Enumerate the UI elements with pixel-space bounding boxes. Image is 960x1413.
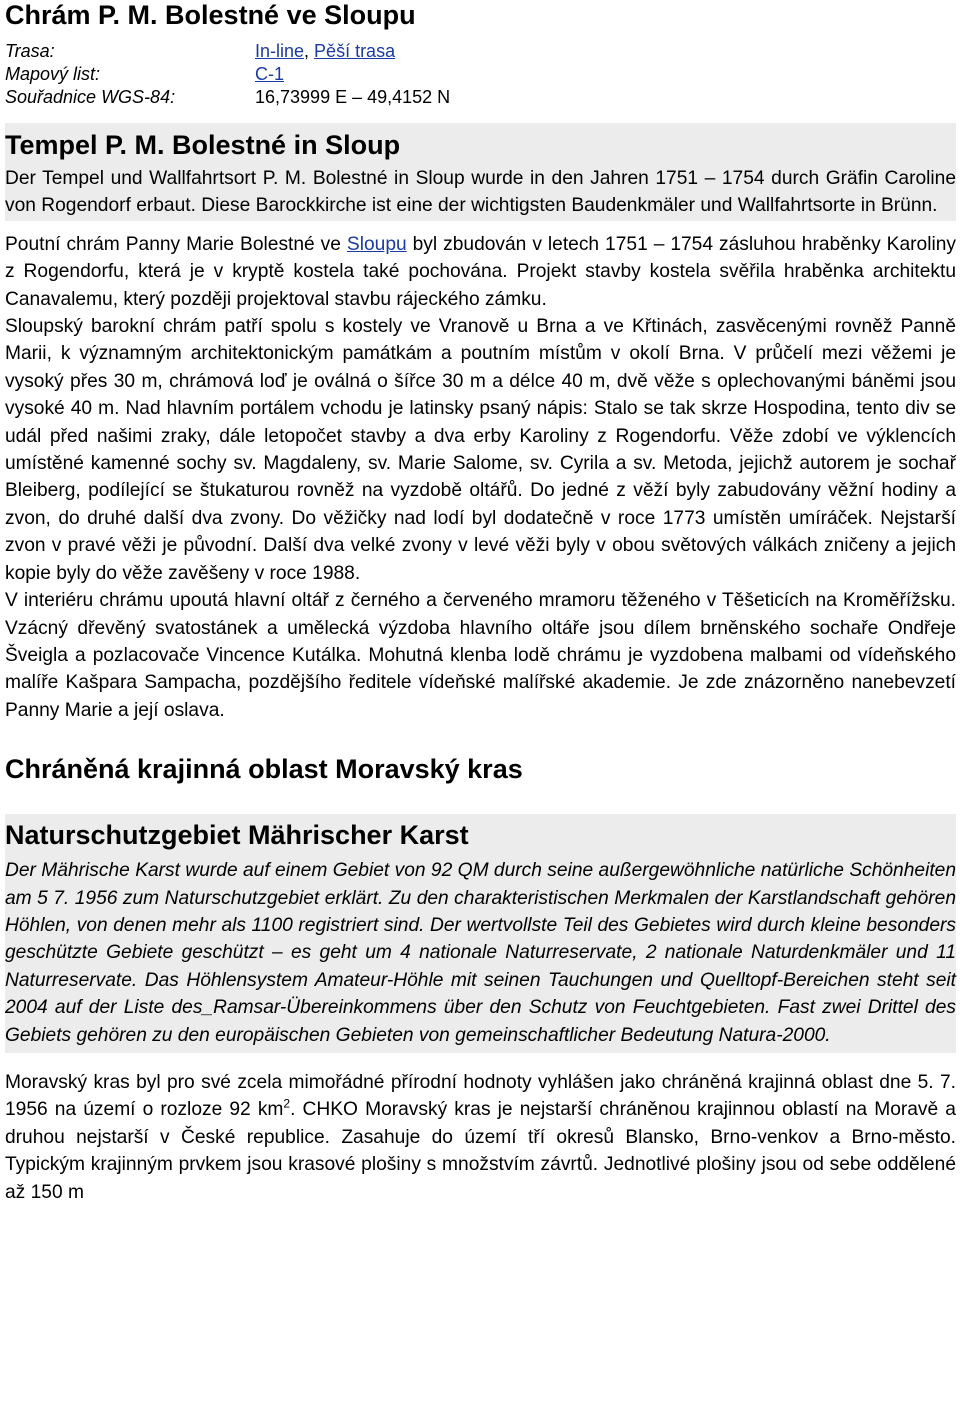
map-value bbox=[255, 63, 284, 86]
german-heading-karst: Naturschutzgebiet Mährischer Karst bbox=[5, 820, 469, 851]
karst-heading: Chráněná krajinná oblast Moravský kras bbox=[5, 754, 523, 785]
german-heading-church: Tempel P. M. Bolestné in Sloup bbox=[5, 130, 401, 160]
route-separator: , bbox=[304, 41, 315, 61]
german-section-karst bbox=[5, 814, 956, 1053]
german-text-church: Der Tempel und Wallfahrtsort P. M. Bolestné in Sloup wurde in den Jahren 1751 – 1754 durch Gräfin Caroline von Rogendorf erbaut. Diese Barockkirche ist eine der wichtigsten Baudenkmäler und Wallfahrtsorte in Brünn. bbox=[5, 168, 956, 217]
superscript-2: 2 bbox=[283, 1096, 291, 1111]
czech-paragraph-3: V interiéru chrámu upoutá hlavní oltář z černého a červeného mramoru těženého v Těšeticích na Kroměřížsku. Vzácný dřevěný svatostánek a umělecká výzdoba hlavního oltáře jsou dílem brněnského sochaře Ondřeje Šveigla a pozlacovače Vincence Kutálka. Mohutná klenba lodě chrámu je vyzdobena malbami od vídeňského malíře Kašpara Sampacha, pozdějšího ředitele vídeňské malířské akademie. Je zde znázorněno nanebevzetí Panny Marie a její oslava. bbox=[5, 590, 956, 721]
czech-p1-after: byl zbudován v letech 1751 – 1754 zásluhou hraběnky Karoliny z Rogendorfu, která je v kryptě kostela také pochována. Projekt stavby kostela svěřila hraběnka architektu Canavalemu, který později projektoval stavbu rájeckého zámku. bbox=[5, 233, 956, 310]
german-section-church bbox=[5, 123, 956, 221]
german-text-karst: Der Mährische Karst wurde auf einem Gebiet von 92 QM durch seine außergewöhnliche natürliche Schönheiten am 5 7. 1956 zum Naturschutzgebiet erklärt. Zu den charakteristischen Merkmalen der Karstlandschaft gehören Höhlen, von denen mehr als 1100 registriert sind. Der wertvollste Teil des Gebietes wird durch kleine besonders geschützte Gebiete geschützt – es geht um 4 nationale Naturreservate, 2 nationale Naturdenkmäler und 11 Naturreservate. Das Höhlensystem Amateur-Höhle mit seinen Tauchungen und Quelltopf-Bereichen steht seit 2004 auf der Liste des_Ramsar-Übereinkommens über den Schutz von Feuchtgebieten. Fast zwei Drittel des Gebiets gehören zu den europäischen Gebieten von gemeinschaftlicher Bedeutung Natura-2000. bbox=[5, 860, 956, 1046]
meta-coords-row bbox=[5, 86, 956, 109]
route-link-inline[interactable]: In-line bbox=[255, 41, 305, 61]
coords-label: Souřadnice WGS-84: bbox=[5, 87, 176, 107]
czech-paragraph-karst bbox=[5, 1069, 956, 1206]
sloup-link[interactable]: Sloupu bbox=[346, 233, 407, 255]
route-value bbox=[255, 40, 395, 63]
map-label: Mapový list: bbox=[5, 64, 101, 84]
czech-paragraph-2: Sloupský barokní chrám patří spolu s kostely ve Vranově u Brna a ve Křtinách, zasvěcenými rovněž Panně Marii, k významným architektonickým památkám a poutním místům v okolí Brna. V průčelí mezi věžemi je vysoký přes 30 m, chrámová loď je oválná o šířce 30 m a délce 40 m, dvě věže s oplechovanými báněmi jsou vysoké 40 m. Nad hlavním portálem vchodu je latinsky psaný nápis: Stalo se tak skrze Hospodina, tento div se udál před našimi zraky, dále letopočet stavby a dva erby Karoliny z Rogendorfu. Věže zdobí ve výklencích umístěné kamenné sochy sv. Magdaleny, sv. Marie Salome, sv. Cyrila a sv. Metoda, jejichž autorem je sochař Bleiberg, podílející se štukaturou rovněž na vyzdobě oltářů. Do jedné z věží byly zabudovány věžní hodiny a zvon, do druhé další dva zvony. Do věžičky nad lodí byl dodatečně v roce 1773 umístěn umíráček. Nejstarší zvon v pravé věži je původní. Další dva velké zvony v levé věži byly v obou světových válkách zničeny a jejich kopie byly do věže zavěšeny v roce 1988. bbox=[5, 316, 956, 584]
coords-value: 16,73999 E – 49,4152 N bbox=[255, 87, 451, 107]
meta-map-row bbox=[5, 63, 956, 86]
page-title: Chrám P. M. Bolestné ve Sloupu bbox=[5, 0, 416, 30]
meta-info bbox=[5, 40, 956, 109]
map-link[interactable]: C-1 bbox=[255, 64, 285, 84]
czech-paragraph-1 bbox=[5, 231, 956, 313]
czech-karst-before: Moravský kras byl pro své zcela mimořádné přírodní hodnoty vyhlášen jako chráněná krajinná oblast dne 5. 7. 1956 na území o rozloze 92 km bbox=[5, 1071, 956, 1121]
czech-p1-before: Poutní chrám Panny Marie Bolestné ve bbox=[5, 233, 347, 255]
route-label: Trasa: bbox=[5, 41, 55, 61]
route-link-walking[interactable]: Pěší trasa bbox=[314, 41, 396, 61]
meta-route-row bbox=[5, 40, 956, 63]
czech-karst-after: . CHKO Moravský kras je nejstarší chráněnou krajinnou oblastí na Moravě a druhou nejstarší v České republice. Zasahuje do území tří okresů Blansko, Brno-venkov a Brno-město. Typickým krajinným prvkem jsou krasové plošiny s množstvím závrtů. Jednotlivé plošiny jsou od sebe oddělené až 150 m bbox=[5, 1099, 956, 1203]
